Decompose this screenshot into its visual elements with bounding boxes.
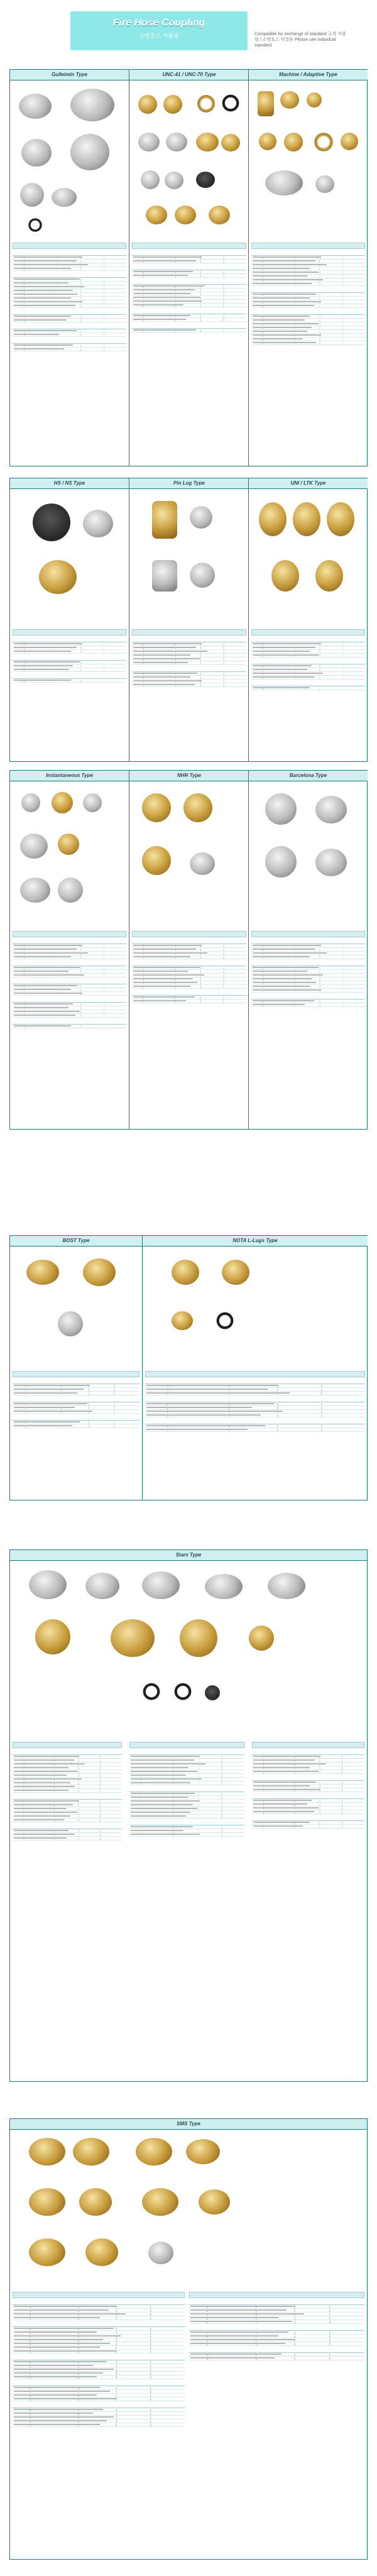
column-header: [249, 771, 368, 781]
column-header: [129, 478, 249, 489]
column-title: Barcelona Type: [289, 773, 327, 778]
column-title: Stars Type: [175, 1552, 202, 1558]
spec-table-left: [13, 1742, 122, 1841]
column-header: [129, 70, 249, 80]
column-header: [249, 70, 368, 80]
product-photo: [14, 783, 125, 928]
column-header: [143, 1236, 368, 1247]
product-photo: [253, 491, 364, 617]
spec-table-right: [189, 2292, 364, 2360]
column-title: NOTA L-Lugs Type: [232, 1238, 278, 1243]
group-3: [9, 770, 368, 1130]
group-6: [9, 2118, 368, 2560]
column-title: HS / NS Type: [53, 480, 85, 486]
product-photo: [133, 491, 245, 617]
column-nhr: [129, 771, 249, 1129]
group-1: [9, 69, 368, 466]
column-hs-ns: [10, 478, 129, 761]
group-5: [9, 1549, 368, 2082]
title-banner: [70, 11, 248, 50]
column-nota: [142, 1236, 368, 1500]
column-title: UNI / LTK Type: [290, 480, 326, 486]
spec-table: [145, 1371, 365, 1432]
column-title: Pin Lug Type: [173, 480, 205, 486]
column-title: NHR Type: [177, 773, 201, 778]
column-header: [10, 771, 129, 781]
column-header: [129, 771, 249, 781]
spec-table: [13, 629, 126, 683]
spec-table-middle: [129, 1742, 244, 1837]
spec-table: [132, 931, 246, 1003]
spec-table: [13, 1371, 139, 1428]
product-photo: [253, 82, 364, 239]
spec-table-left: [13, 2292, 185, 2427]
group-2: [9, 478, 368, 762]
column-uni-ltk: [248, 478, 368, 761]
product-photo: [133, 783, 245, 928]
column-instantaneous: [10, 771, 129, 1129]
column-pin-lug: [129, 478, 249, 761]
header: [0, 0, 377, 68]
group-4: [9, 1235, 368, 1500]
header-note: Compatible for exchange of standard 규격 커플링 / 소방호스 연결부 Please see individual standard: [254, 32, 346, 48]
product-photo: [14, 491, 125, 617]
column-title: BOST Type: [62, 1238, 90, 1243]
column-header: [10, 478, 129, 489]
column-header: [10, 2119, 367, 2130]
product-photo: [133, 82, 245, 239]
spec-table: [251, 931, 365, 1007]
column-bost: [10, 1236, 142, 1500]
column-title: Machine / Adaptive Type: [279, 72, 337, 77]
column-machine: [248, 70, 368, 466]
column-title: Instantaneous Type: [46, 773, 93, 778]
column-barcelona: [248, 771, 368, 1129]
product-photo: [23, 1563, 354, 1742]
column-gulleimin: [10, 70, 129, 466]
column-header: [10, 70, 129, 80]
product-photo: [23, 2132, 354, 2292]
column-header: [249, 478, 368, 489]
spec-table-right: [252, 1742, 364, 1829]
spec-table: [132, 243, 246, 333]
page-title: Fire Hose Coupling: [112, 18, 205, 28]
column-header: [10, 1550, 367, 1561]
product-photo: [14, 82, 125, 239]
product-photo: [146, 1248, 364, 1368]
column-title: SMS Type: [177, 2121, 200, 2127]
product-photo: [253, 783, 364, 928]
spec-table: [251, 243, 365, 345]
product-photo: [14, 1248, 138, 1368]
spec-table: [132, 629, 246, 687]
column-unc: [129, 70, 249, 466]
spec-table: [13, 931, 126, 1028]
page-subtitle: 소방호스 커플링: [139, 33, 179, 39]
column-title: UNC-41 / UNC-70 Type: [162, 72, 216, 77]
column-header: [10, 1236, 142, 1247]
column-title: Gulleimin Type: [51, 72, 88, 77]
spec-table: [13, 243, 126, 351]
spec-table: [251, 629, 365, 690]
